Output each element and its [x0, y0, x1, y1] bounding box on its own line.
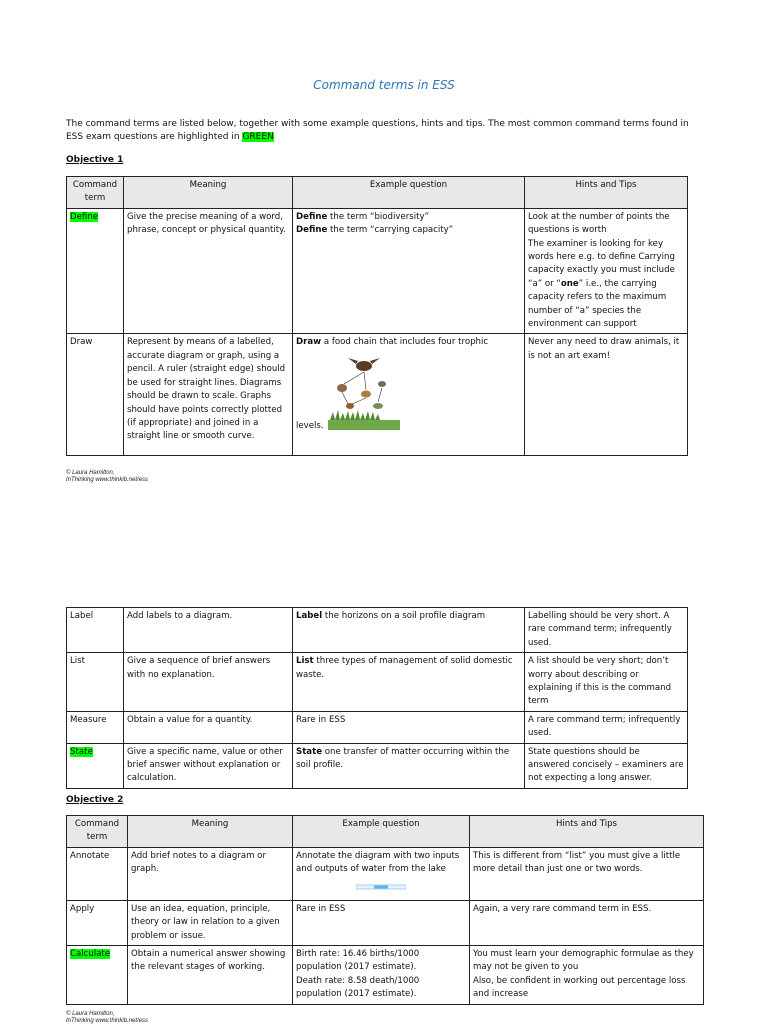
- footer: © Laura Hamilton, InThinking www.thinkib.net/ess: [66, 470, 149, 483]
- table-row: [67, 653, 688, 712]
- hints-tips: State questions should be answered concisely – examiners are not expecting a long answer.: [525, 743, 688, 788]
- example-question: State one transfer of matter occurring within the soil profile.: [293, 743, 525, 788]
- table-row: [67, 900, 704, 945]
- command-term: List: [67, 653, 124, 712]
- example-question: Define the term “biodiversity” Define the term “carrying capacity”: [293, 208, 525, 334]
- meaning: Give the precise meaning of a word, phrase, concept or physical quantity.: [124, 208, 293, 334]
- example-question: Rare in ESS: [293, 711, 525, 743]
- table-row: [67, 743, 688, 788]
- example-question: Birth rate: 16.46 births/1000 population (2017 estimate). Death rate: 8.58 death/1000 population (2017 estimate).: [293, 946, 470, 1005]
- food-chain-image: [326, 354, 402, 434]
- objective-1-heading: Objective 1: [66, 155, 124, 165]
- table-row: [67, 334, 688, 456]
- table-row: [67, 946, 704, 1005]
- header-tips: Hints and Tips: [470, 816, 704, 848]
- lake-diagram-image: [356, 883, 406, 891]
- objective-2-heading: Objective 2: [66, 795, 124, 805]
- intro-text: The command terms are listed below, together with some example questions, hints and tips. The most common command terms found in ESS exam questions are highlighted in: [66, 119, 689, 142]
- meaning: Give a sequence of brief answers with no explanation.: [124, 653, 293, 712]
- hints-tips: A list should be very short; don’t worry about describing or explaining if this is the command term: [525, 653, 688, 712]
- table-row: [67, 711, 688, 743]
- header-example: Example question: [293, 816, 470, 848]
- header-command-term: Command term: [67, 816, 128, 848]
- table-row: [67, 608, 688, 653]
- command-term: Label: [67, 608, 124, 653]
- example-question: List three types of management of solid domestic waste.: [293, 653, 525, 712]
- command-term: State: [70, 746, 93, 757]
- hints-tips: You must learn your demographic formulae as they may not be given to you Also, be confident in working out percentage loss and increase: [470, 946, 704, 1005]
- header-meaning: Meaning: [124, 177, 293, 209]
- example-question: Draw a food chain that includes four trophic levels.: [293, 334, 525, 456]
- hints-tips: Labelling should be very short. A rare command term; infrequently used.: [525, 608, 688, 653]
- command-term: Calculate: [70, 949, 111, 960]
- objective-1-table-continued: [66, 607, 688, 789]
- command-term: Define: [70, 211, 99, 222]
- header-command-term: Command term: [67, 177, 124, 209]
- hints-tips: Never any need to draw animals, it is not an art exam!: [525, 334, 688, 456]
- meaning: Add labels to a diagram.: [124, 608, 293, 653]
- intro-highlight: GREEN: [242, 132, 274, 142]
- meaning: Represent by means of a labelled, accurate diagram or graph, using a pencil. A ruler (straight edge) should be used for straight lines. Diagrams should be drawn to scale. Graphs should have points correctly plotted (if appropriate) and joined in a straight line or smooth curve.: [124, 334, 293, 456]
- hints-tips: Again, a very rare command term in ESS.: [470, 900, 704, 945]
- command-term: Draw: [67, 334, 124, 456]
- footer-2: © Laura Hamilton, InThinking www.thinkib.net/ess: [66, 1011, 149, 1024]
- objective-1-table: [66, 176, 688, 456]
- hints-tips: Look at the number of points the questions is worth The examiner is looking for key words here e.g. to define Carrying capacity exactly you must include “a” or “one” i.e., the carrying capacity refers to the maximum number of “a” species the environment can support: [525, 208, 688, 334]
- command-term: Measure: [67, 711, 124, 743]
- meaning: Use an idea, equation, principle, theory or law in relation to a given problem or issue.: [128, 900, 293, 945]
- command-term: Annotate: [67, 847, 128, 900]
- page-title: Command terms in ESS: [313, 78, 455, 92]
- table-row: [67, 208, 688, 334]
- header-meaning: Meaning: [128, 816, 293, 848]
- example-question: Label the horizons on a soil profile diagram: [293, 608, 525, 653]
- hints-tips: This is different from “list” you must give a little more detail than just one or two words.: [470, 847, 704, 900]
- meaning: Add brief notes to a diagram or graph.: [128, 847, 293, 900]
- hints-tips: A rare command term; infrequently used.: [525, 711, 688, 743]
- meaning: Obtain a numerical answer showing the relevant stages of working.: [128, 946, 293, 1005]
- objective-2-table: [66, 815, 704, 1005]
- table-row: [67, 847, 704, 900]
- intro-paragraph: [66, 118, 706, 144]
- meaning: Obtain a value for a quantity.: [124, 711, 293, 743]
- example-question: Rare in ESS: [293, 900, 470, 945]
- header-example: Example question: [293, 177, 525, 209]
- header-tips: Hints and Tips: [525, 177, 688, 209]
- meaning: Give a specific name, value or other brief answer without explanation or calculation.: [124, 743, 293, 788]
- example-question: Annotate the diagram with two inputs and outputs of water from the lake: [293, 847, 470, 900]
- command-term: Apply: [67, 900, 128, 945]
